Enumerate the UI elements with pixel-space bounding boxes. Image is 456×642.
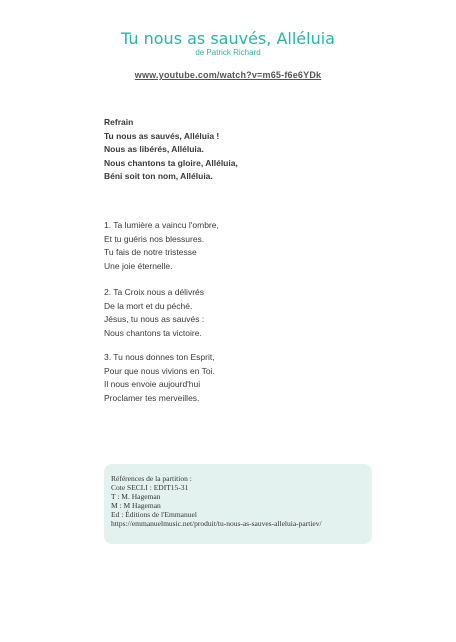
song-author: de Patrick Richard xyxy=(195,48,261,57)
verse-line: Il nous envoie aujourd'hui xyxy=(104,379,201,389)
refrain-label: Refrain xyxy=(104,117,134,127)
verse-line: Jésus, tu nous as sauvés : xyxy=(104,314,205,324)
verse-line: Nous chantons ta victoire. xyxy=(104,327,202,338)
refrain-line: Nous chantons ta gloire, Alléluia, xyxy=(104,157,238,168)
verse-1 xyxy=(104,219,424,273)
song-title: Tu nous as sauvés, Alléluia xyxy=(121,29,335,48)
verse-line: Proclamer tes merveilles. xyxy=(104,392,200,403)
references-heading: Références de la partition : xyxy=(111,474,192,483)
verse-2 xyxy=(104,286,424,340)
verse-line: Une joie éternelle. xyxy=(104,260,173,271)
secli-code: Cote SECLI : EDIT15-31 xyxy=(111,483,189,492)
verse-line: Pour que nous vivions en Toi. xyxy=(104,365,215,376)
score-references-box xyxy=(104,464,372,544)
refrain-line: Tu nous as sauvés, Alléluia ! xyxy=(104,130,220,141)
publisher: Ed : Éditions de l'Emmanuel xyxy=(111,510,197,519)
verse-line: 2. Ta Croix nous a délivrés xyxy=(104,287,205,297)
youtube-link[interactable]: www.youtube.com/watch?v=m65-f6e6YDk xyxy=(134,70,322,80)
composer: M : M Hageman xyxy=(111,501,161,510)
verse-line: Et tu guéris nos blessures. xyxy=(104,233,205,244)
verse-line: 1. Ta lumière a vaincu l'ombre, xyxy=(104,220,219,230)
lyricist: T : M. Hageman xyxy=(111,492,161,501)
verse-line: 3. Tu nous donnes ton Esprit, xyxy=(104,352,215,362)
verse-line: Tu fais de notre tristesse xyxy=(104,247,197,257)
refrain-line: Béni soit ton nom, Alléluia. xyxy=(104,171,213,181)
verse-line: De la mort et du péché. xyxy=(104,300,193,311)
verse-3 xyxy=(104,351,424,405)
refrain-section xyxy=(104,116,424,184)
refrain-line: Nous as libérés, Alléluia. xyxy=(104,144,204,154)
score-link[interactable]: https://emmanuelmusic.net/produit/tu-nous-as-sauves-alleluia-partiev/ xyxy=(111,519,322,528)
